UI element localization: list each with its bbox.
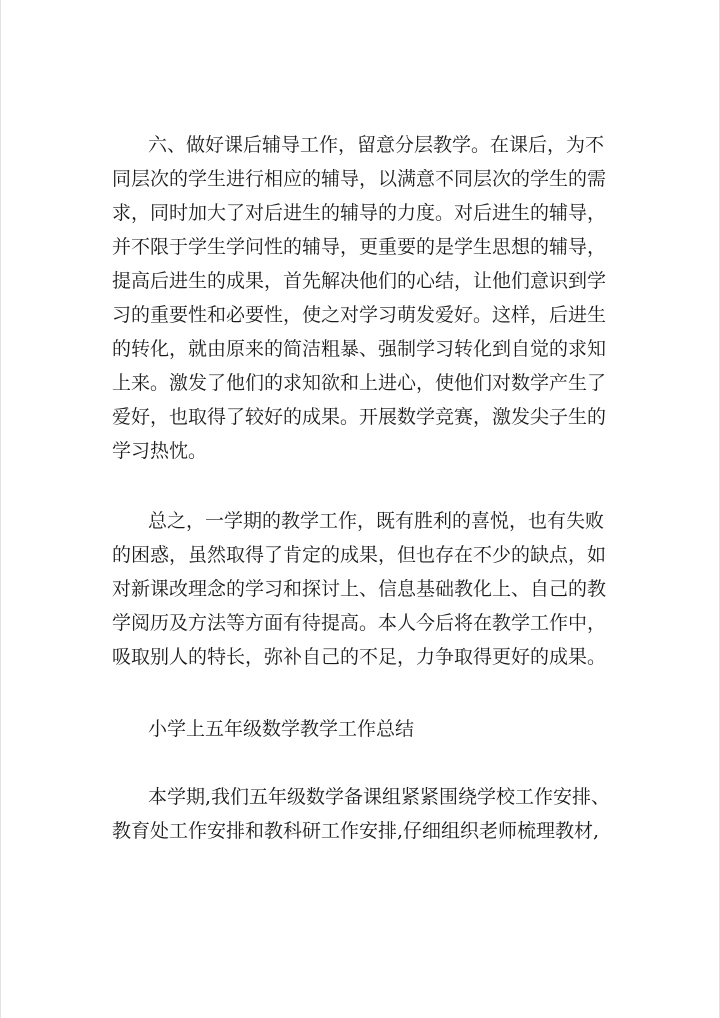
text-line: 并不限于学生学问性的辅导，更重要的是学生思想的辅导，: [112, 236, 607, 258]
paragraph-spacer: [112, 674, 612, 712]
text-line: 提高后进生的成果，首先解决他们的心结，让他们意识到学: [112, 270, 607, 292]
text-line: 爱好，也取得了较好的成果。开展数学竞赛，激发尖子生的: [112, 406, 607, 428]
text-line: 学习热忱。: [112, 440, 208, 462]
text-line: 本学期,我们五年级数学备课组紧紧围绕学校工作安排、: [148, 786, 611, 808]
paragraph-semester-intro: [112, 780, 612, 848]
text-line: 教育处工作安排和教科研工作安排,仔细组织老师梳理教材,: [112, 820, 600, 842]
text-line: 总之，一学期的教学工作，既有胜利的喜悦，也有失败: [148, 510, 605, 532]
document-body: [112, 128, 612, 848]
text-line: 求，同时加大了对后进生的辅导的力度。对后进生的辅导，: [112, 202, 607, 224]
text-line: 的困惑，虽然取得了肯定的成果，但也存在不少的缺点，如: [112, 544, 607, 566]
text-line: 上来。激发了他们的求知欲和上进心，使他们对数学产生了: [112, 372, 607, 394]
text-line: 习的重要性和必要性，使之对学习萌发爱好。这样，后进生: [112, 304, 607, 326]
paragraph-spacer: [112, 746, 612, 780]
paragraph-spacer: [112, 468, 612, 504]
text-line: 对新课改理念的学习和探讨上、信息基础教化上、自己的教: [112, 578, 607, 600]
section-title: 小学上五年级数学教学工作总结: [148, 718, 415, 740]
text-line: 吸取别人的特长，弥补自己的不足，力争取得更好的成果。: [112, 646, 607, 668]
paragraph-tutoring: [112, 128, 612, 468]
text-line: 同层次的学生进行相应的辅导，以满意不同层次的学生的需: [112, 168, 607, 190]
text-line: 学阅历及方法等方面有待提高。本人今后将在教学工作中，: [112, 612, 607, 634]
text-line: 的转化，就由原来的简洁粗暴、强制学习转化到自觉的求知: [112, 338, 607, 360]
text-line: 六、做好课后辅导工作，留意分层教学。在课后，为不: [148, 134, 605, 156]
paragraph-summary: [112, 504, 612, 674]
